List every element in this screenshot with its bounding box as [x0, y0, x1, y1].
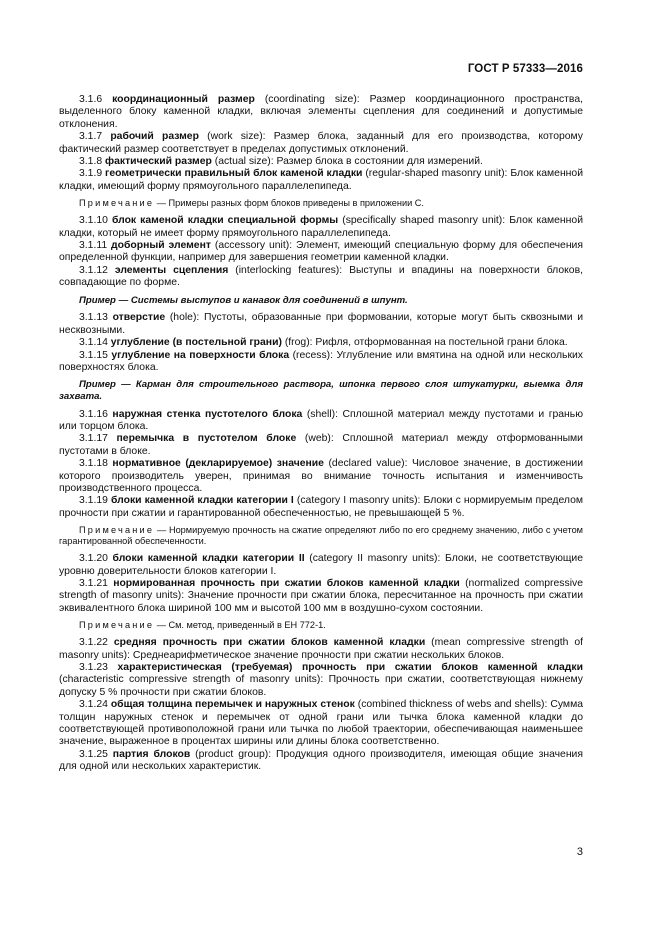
term-text: (declared value): Числовое значение, в достижении которого производитель уверен, принимая во внимание точность испытания и изменчивость производственного процесса.: [59, 458, 583, 494]
example-text: Пример — Карман для строительного раствора, шпонка первого слоя штукатурки, выемка для захвата.: [59, 379, 583, 402]
term-text: (combined thickness of webs and shells): Сумма толщин наружных стенок и перемычек от одной грани или тычка блока каменной кладки до соответствующей противоположной грани или тычка по любой траектории, обеспечивающая наименьшее значение, выраженное в процентах ширины или длины блока соответственно.: [59, 699, 583, 748]
term-text: (accessory unit): Элемент, имеющий специальную форму для обеспечения определенной функции, например для завершения геометрии каменной кладки.: [59, 240, 583, 264]
term-definition: [59, 312, 583, 337]
term-name: углубление на поверхности блока: [111, 349, 290, 361]
page-number: 3: [576, 846, 583, 858]
term-name: блоки каменной кладки категории I: [110, 495, 294, 507]
term-definition: [59, 553, 583, 578]
term-number: 3.1.19: [79, 495, 108, 507]
term-number: 3.1.13: [79, 312, 108, 324]
term-name: рабочий размер: [110, 131, 199, 143]
term-definition: [59, 240, 583, 265]
term-name: средняя прочность при сжатии блоков каменной кладки: [113, 637, 426, 649]
term-definition: [59, 433, 583, 458]
term-definition: [59, 637, 583, 662]
term-text: (shell): Сплошной материал между пустотами и гранью или торцом блока.: [59, 408, 584, 432]
term-name: фактический размер: [105, 156, 212, 168]
term-number: 3.1.17: [79, 433, 108, 445]
note-label: Примечание: [79, 525, 155, 536]
term-number: 3.1.9: [79, 168, 103, 180]
term-definition: [59, 215, 583, 240]
term-number: 3.1.25: [79, 748, 108, 760]
term-name: нормированная прочность при сжатии блоков каменной кладки: [113, 577, 460, 589]
note-label: Примечание: [79, 620, 155, 631]
term-text: (hole): Пустоты, образованные при формовании, которые могут быть сквозными и несквозными.: [59, 312, 583, 336]
term-text: (product group): Продукция одного производителя, имеющая общие значения для одной или нескольких характеристик.: [59, 748, 583, 773]
term-number: 3.1.16: [79, 408, 108, 420]
term-definition: [59, 699, 583, 749]
note-text: — См. метод, приведенный в ЕН 772-1.: [154, 620, 326, 631]
example: [59, 295, 583, 307]
note-text: — Примеры разных форм блоков приведены в приложении С.: [154, 198, 424, 209]
term-definition: [59, 495, 583, 520]
term-number: 3.1.8: [79, 156, 103, 168]
term-text: (web): Сплошной материал между отформованными пустотами в блоке.: [59, 433, 583, 457]
term-name: блоки каменной кладки категории II: [112, 553, 305, 565]
term-definition: [59, 168, 583, 193]
term-number: 3.1.12: [79, 264, 108, 276]
term-text: (recess): Углубление или вмятина на одной или нескольких поверхностях блока.: [59, 349, 584, 373]
example-text: Пример — Системы выступов и канавок для соединений в шпунт.: [79, 294, 408, 306]
term-text: (specifically shaped masonry unit): Блок каменной кладки, который не имеет форму прямоугольного параллелепипеда.: [59, 215, 583, 239]
term-name: перемычка в пустотелом блоке: [116, 433, 297, 445]
term-definition: [59, 409, 583, 434]
term-text: (characteristic compressive strength of masonry units): Прочность при сжатии, соответствующая нижнему допуску 5 % прочности при сжатии блоков.: [59, 674, 583, 698]
term-name: доборный элемент: [111, 240, 211, 252]
term-text: (actual size): Размер блока в состоянии для измерений.: [211, 156, 483, 168]
document-id: ГОСТ Р 57333—2016: [467, 63, 583, 75]
term-number: 3.1.24: [79, 699, 108, 711]
term-number: 3.1.10: [79, 215, 108, 227]
term-name: нормативное (декларируемое) значение: [112, 458, 324, 470]
term-text: (category II masonry units): Блоки, не соответствующие уровню доверительности блоков категории I.: [59, 553, 583, 577]
term-name: отверстие: [112, 312, 166, 324]
document-body: [59, 94, 583, 774]
term-name: координационный размер: [112, 94, 255, 105]
term-definition: [59, 458, 583, 495]
term-text: (frog): Рифля, отформованная на постельной грани блока.: [281, 337, 568, 349]
term-number: 3.1.15: [79, 349, 108, 361]
term-number: 3.1.7: [79, 131, 103, 143]
term-definition: [59, 94, 583, 131]
term-definition: [59, 578, 583, 615]
term-definition: [59, 350, 583, 375]
term-name: общая толщина перемычек и наружных стенок: [110, 699, 355, 711]
term-definition: [59, 662, 583, 699]
term-definition: [59, 337, 583, 349]
term-number: 3.1.20: [79, 553, 108, 565]
term-name: наружная стенка пустотелого блока: [112, 408, 303, 420]
term-definition: [59, 265, 583, 290]
term-name: углубление (в постельной грани): [110, 337, 282, 349]
term-text: (category I masonry units): Блоки с нормируемым пределом прочности при сжатии и гарантированной обеспеченностью, не превышающей 5 %.: [59, 495, 584, 519]
term-name: характеристическая (требуемая) прочность при сжатии блоков каменной кладки: [117, 662, 583, 673]
term-number: 3.1.11: [79, 240, 108, 252]
term-text: (regular-shaped masonry unit): Блок каменной кладки, имеющий форму прямоугольного параллелепипеда.: [59, 168, 584, 192]
note: [59, 198, 583, 209]
note-label: Примечание: [79, 198, 155, 209]
note-text: — Нормируемую прочность на сжатие определяют либо по его среднему значению, либо с учетом гарантированной обеспеченности.: [59, 525, 583, 547]
term-text: (coordinating size): Размер координационного пространства, выделенного блоку каменной кладки, включая элементы сцепления для соединений и допустимые отклонения.: [59, 94, 584, 130]
note: [59, 620, 583, 631]
term-text: (work size): Размер блока, заданный для его производства, которому фактический размер соответствует в пределах допустимых отклонений.: [59, 131, 583, 155]
term-text: (mean compressive strength of masonry units): Среднеарифметическое значение прочности при сжатии нескольких блоков.: [59, 637, 584, 661]
term-name: блок каменой кладки специальной формы: [111, 215, 339, 227]
term-definition: [59, 156, 583, 168]
term-number: 3.1.18: [79, 458, 108, 470]
term-number: 3.1.23: [79, 662, 108, 673]
term-name: геометрически правильный блок каменой кладки: [105, 168, 363, 180]
term-number: 3.1.22: [79, 637, 108, 649]
term-name: элементы сцепления: [114, 264, 229, 276]
term-text: (interlocking features): Выступы и впадины на поверхности блоков, совпадающие по форме.: [59, 264, 583, 289]
term-number: 3.1.6: [79, 94, 103, 105]
note: [59, 525, 583, 547]
term-name: партия блоков: [112, 748, 191, 760]
term-definition: [59, 131, 583, 156]
term-number: 3.1.14: [79, 337, 108, 349]
term-text: (normalized compressive strength of masonry units): Значение прочности при сжатии блока, пересчитанное на прочность при сжатии эквивалентного блока шириной 100 мм и высотой 100 мм в воздушно-сухом состоянии.: [59, 577, 583, 614]
term-definition: [59, 749, 583, 774]
example: [59, 379, 583, 402]
term-number: 3.1.21: [79, 577, 108, 589]
